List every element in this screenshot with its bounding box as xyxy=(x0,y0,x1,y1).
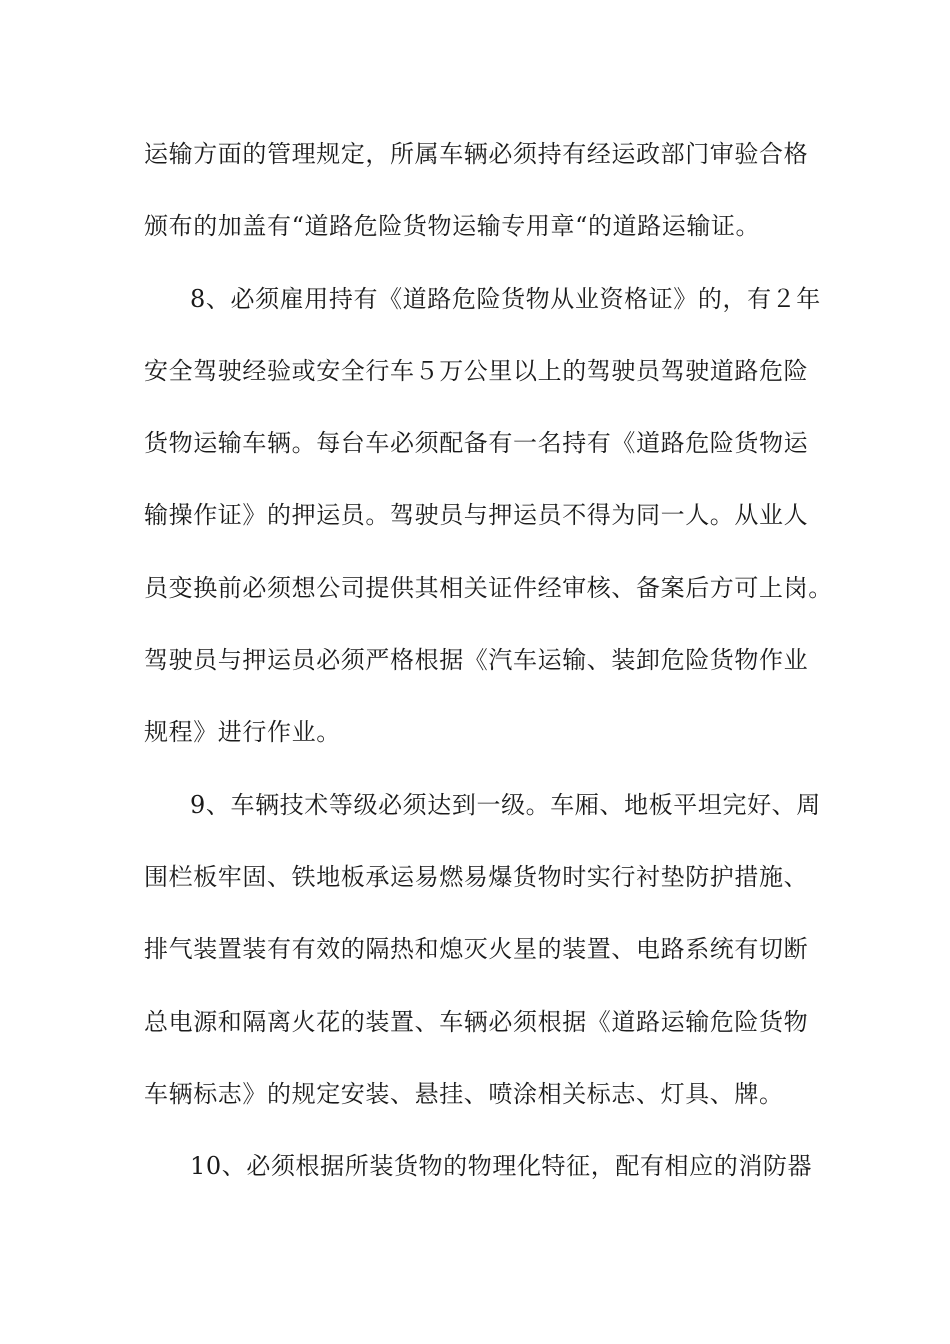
text-line: 运输方面的管理规定，所属车辆必须持有经运政部门审验合格 xyxy=(144,140,809,168)
paragraph-8-start: 8、必须雇用持有《道路危险货物从业资格证》的，有２年 xyxy=(190,284,821,313)
text-line: 输操作证》的押运员。驾驶员与押运员不得为同一人。从业人 xyxy=(144,501,809,530)
text-line: 排气装置装有有效的隔热和熄灭火星的装置、电路系统有切断 xyxy=(144,935,809,964)
text-line: 驾驶员与押运员必须严格根据《汽车运输、装卸危险货物作业 xyxy=(144,646,809,675)
paragraph-9-start: 9、车辆技术等级必须达到一级。车厢、地板平坦完好、周 xyxy=(190,790,821,819)
text-line: 规程》进行作业。 xyxy=(144,718,341,747)
text-line: 货物运输车辆。每台车必须配备有一名持有《道路危险货物运 xyxy=(144,429,809,458)
text-line: 员变换前必须想公司提供其相关证件经审核、备案后方可上岗。 xyxy=(144,573,833,602)
text-line: 车辆标志》的规定安装、悬挂、喷涂相关标志、灯具、牌。 xyxy=(144,1079,784,1108)
text-line: 颁布的加盖有“道路危险货物运输专用章“的道路运输证。 xyxy=(144,212,761,241)
body-text xyxy=(144,124,833,1208)
text-line: 安全驾驶经验或安全行车５万公里以上的驾驶员驾驶道路危险 xyxy=(144,356,809,385)
text-line: 总电源和隔离火花的装置、车辆必须根据《道路运输危险货物 xyxy=(144,1007,809,1036)
paragraph-10-start: 10、必须根据所装货物的物理化特征，配有相应的消防器 xyxy=(190,1152,813,1181)
text-line: 围栏板牢固、铁地板承运易燃易爆货物时实行衬垫防护措施、 xyxy=(144,862,809,891)
